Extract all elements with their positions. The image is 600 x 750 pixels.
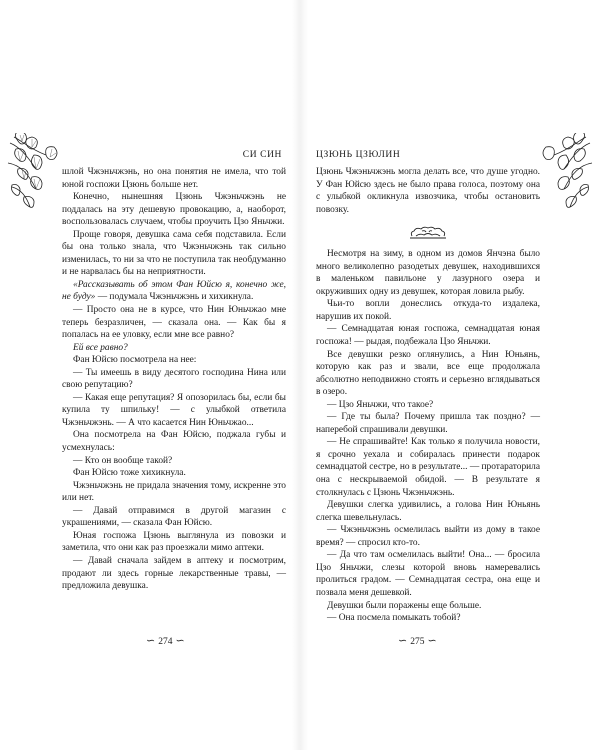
folio-swirl-right-icon: ∽: [427, 635, 437, 647]
folio-swirl-left-icon: ∽: [398, 635, 408, 647]
paragraph: — Она посмела помыкать тобой?: [327, 613, 461, 624]
running-head-left: СИ СИН: [242, 150, 282, 160]
ginkgo-leaves-ornament-left-icon: [6, 133, 66, 211]
paragraph: — Давай сначала зайдем в аптеку и посмотрим, продают ли здесь горные лекарственные травы, — предложила девушка.: [62, 555, 286, 592]
paragraph: — Чжэньчжэнь осмелилась выйти из дому в такое время? — спросил кто-то.: [316, 525, 540, 548]
paragraph: — Не спрашивайте! Как только я получила новости, я срочно уехала и собиралась принести подарок семнадцатой сестре, но в результате... — протараторила она с нескрываемой обидой. — В результате я столкнулась с Цзюнь Чжэньчжэнь.: [316, 437, 540, 498]
paragraph: — Кто он вообще такой?: [73, 455, 173, 466]
paragraph: Девушки были поражены еще больше.: [327, 600, 482, 611]
paragraph: Проще говоря, девушка сама себя подставила. Если бы она только знала, что Чжэньчжэнь так сильно изменилась, то ни за что не поступила так необдуманно и не нарвалась бы на неприятности.: [62, 229, 286, 278]
ginkgo-leaves-ornament-right-icon: [534, 133, 594, 211]
paragraph: — Семнадцатая юная госпожа, семнадцатая юная госпожа! — рыдая, подбежала Цзо Яньчжи.: [316, 324, 540, 348]
paragraph: — Какая еще репутация? Я опозорилась бы, если бы купила ту шпильку! — с улыбкой ответила Чжэньчжэнь. — А что касается Нин Юньчжао...: [62, 392, 286, 428]
paragraph: — Просто она не в курсе, что Нин Юньчжао мне теперь безразличен, — сказала она. — Как бы я попалась на ее уловку, если мне все равно?: [62, 305, 286, 341]
paragraph: Цзюнь Чжэньчжэнь могла делать все, что душе угодно. У Фан Юйсю здесь не было права голоса, поэтому она с улыбкой окликнула извозчика, чтобы остановить повозку.: [316, 167, 540, 215]
paragraph: Девушки слегка удивились, а голова Нин Юньянь слегка шевельнулась.: [316, 500, 540, 523]
paragraph: Несмотря на зиму, в одном из домов Янчэна было много великолепно разодетых девушек, находившихся в маленьком павильоне у лазурного озера и окруживших одну из девушек, которая ловила рыбу.: [316, 249, 540, 297]
left-page-body: [62, 166, 286, 593]
paragraph: [62, 279, 286, 304]
paragraph: — Цзо Яньчжи, что такое?: [327, 399, 434, 410]
cloud-scene-divider-icon: [408, 226, 448, 240]
paragraph: Конечно, нынешняя Цзюнь Чжэньчжэнь не поддалась на эту дешевую провокацию, а, наоборот, воспользовалась случаем, чтобы проучить Цзо Яньчжи.: [62, 192, 286, 228]
right-page: [300, 0, 600, 750]
paragraph: Фан Юйсю посмотрела на нее:: [73, 355, 197, 366]
paragraph: — Где ты была? Почему пришла так поздно? — наперебой спрашивали девушки.: [316, 412, 540, 435]
paragraph: Чжэньчжэнь не придала значения тому, искренне это или нет.: [62, 480, 286, 504]
paragraph: Чьи-то вопли донеслись откуда-то издалека, нарушив их покой.: [316, 299, 540, 322]
page-number-left: [146, 636, 185, 647]
page-number: 275: [410, 636, 425, 647]
paragraph: Все девушки резко оглянулись, а Нин Юньянь, которую как раз и звали, все еще продолжала абсолютно неподвижно стоять и серьезно вглядываться в озеро.: [316, 349, 540, 398]
running-head-right: ЦЗЮНЬ ЦЗЮЛИН: [316, 150, 401, 160]
paragraph: Она посмотрела на Фан Юйсю, поджала губы и усмехнулась:: [62, 430, 286, 454]
paragraph: шлой Чжэньчжэнь, но она понятия не имела, что той юной госпожи Цзюнь больше нет.: [62, 167, 286, 190]
folio-swirl-right-icon: ∽: [175, 635, 185, 647]
folio-swirl-left-icon: ∽: [146, 635, 156, 647]
italic-paragraph: Ей все равно?: [73, 342, 128, 353]
paragraph: — Да что там осмелилась выйти! Она... — бросила Цзо Яньчжи, слезы которой вновь намеревались пролиться градом. — Семнадцатая сестра, она еще и позвала меня дешевкой.: [316, 550, 540, 598]
page-number-right: [398, 636, 437, 647]
paragraph: — Ты имеешь в виду десятого господина Нина или свою репутацию?: [62, 367, 286, 391]
paragraph-continuation: — подумала Чжэньчжэнь и хихикнула.: [95, 292, 254, 303]
right-page-body: [316, 166, 540, 625]
paragraph: Юная госпожа Цзюнь выглянула из повозки и заметила, что они как раз проезжали мимо аптеки.: [62, 530, 286, 554]
page-number: 274: [158, 636, 173, 647]
italic-thought: «Рассказывать об этом Фан Юйсю я, конечно же, не буду»: [62, 279, 286, 303]
paragraph: Фан Юйсю тоже хихикнула.: [73, 468, 186, 479]
paragraph: — Давай отправимся в другой магазин с украшениями, — сказала Фан Юйсю.: [62, 505, 286, 529]
